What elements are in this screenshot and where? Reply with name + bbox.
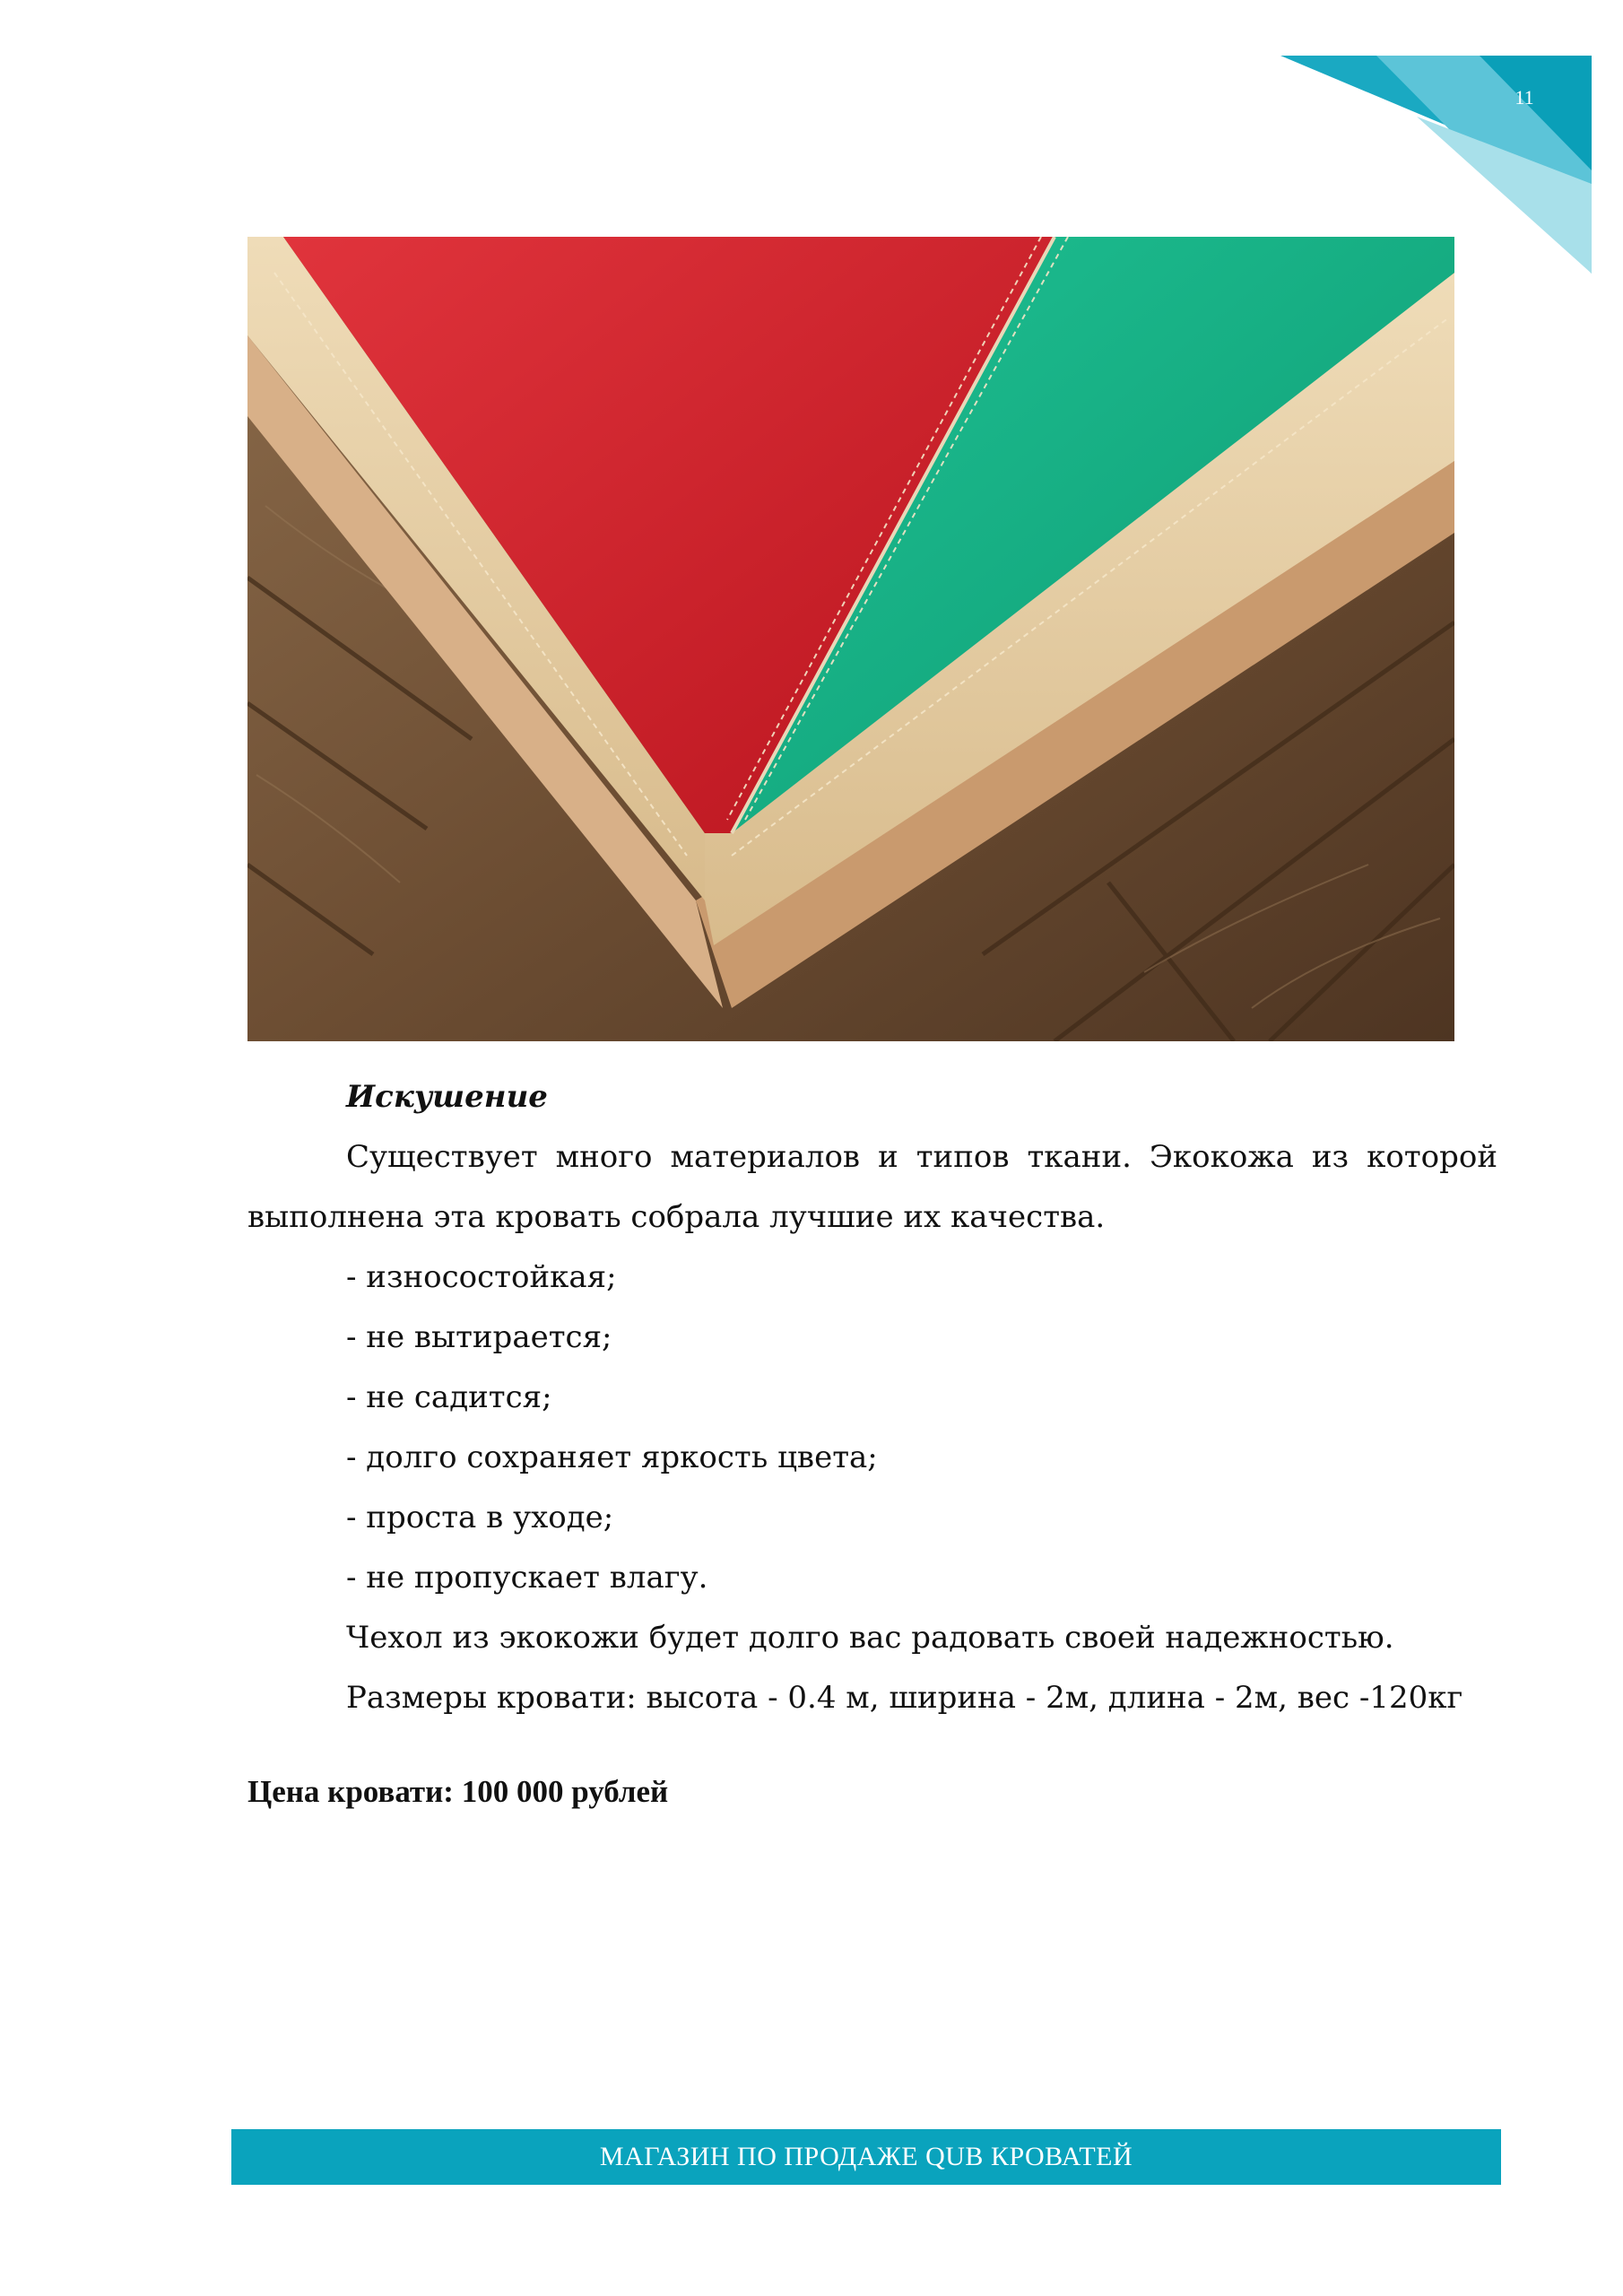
feature-item: - износостойкая; [346,1259,617,1295]
summary-text: Чехол из экокожи будет долго вас радовать своей надежностью. [346,1620,1394,1656]
product-description [247,1067,1497,1728]
intro-line-1: Существует много материалов и типов ткани. Экокожа из которой [346,1139,1497,1175]
feature-item: - не садится; [346,1379,552,1415]
page-number: 11 [1515,86,1534,109]
product-title: Искушение [346,1079,548,1115]
feature-item: - не пропускает влагу. [346,1560,708,1596]
intro-line-2: выполнена эта кровать собрала лучшие их качества. [247,1199,1106,1235]
feature-item: - проста в уходе; [346,1500,614,1535]
footer-banner: МАГАЗИН ПО ПРОДАЖЕ QUB КРОВАТЕЙ [231,2129,1501,2185]
feature-item: - долго сохраняет яркость цвета; [346,1439,878,1475]
price-text: Цена кровати: 100 000 рублей [247,1774,669,1809]
dimensions-text: Размеры кровати: высота - 0.4 м, ширина - 2м, длина - 2м, вес -120кг [346,1680,1463,1716]
feature-item: - не вытирается; [346,1319,612,1355]
product-photo [247,237,1454,1041]
